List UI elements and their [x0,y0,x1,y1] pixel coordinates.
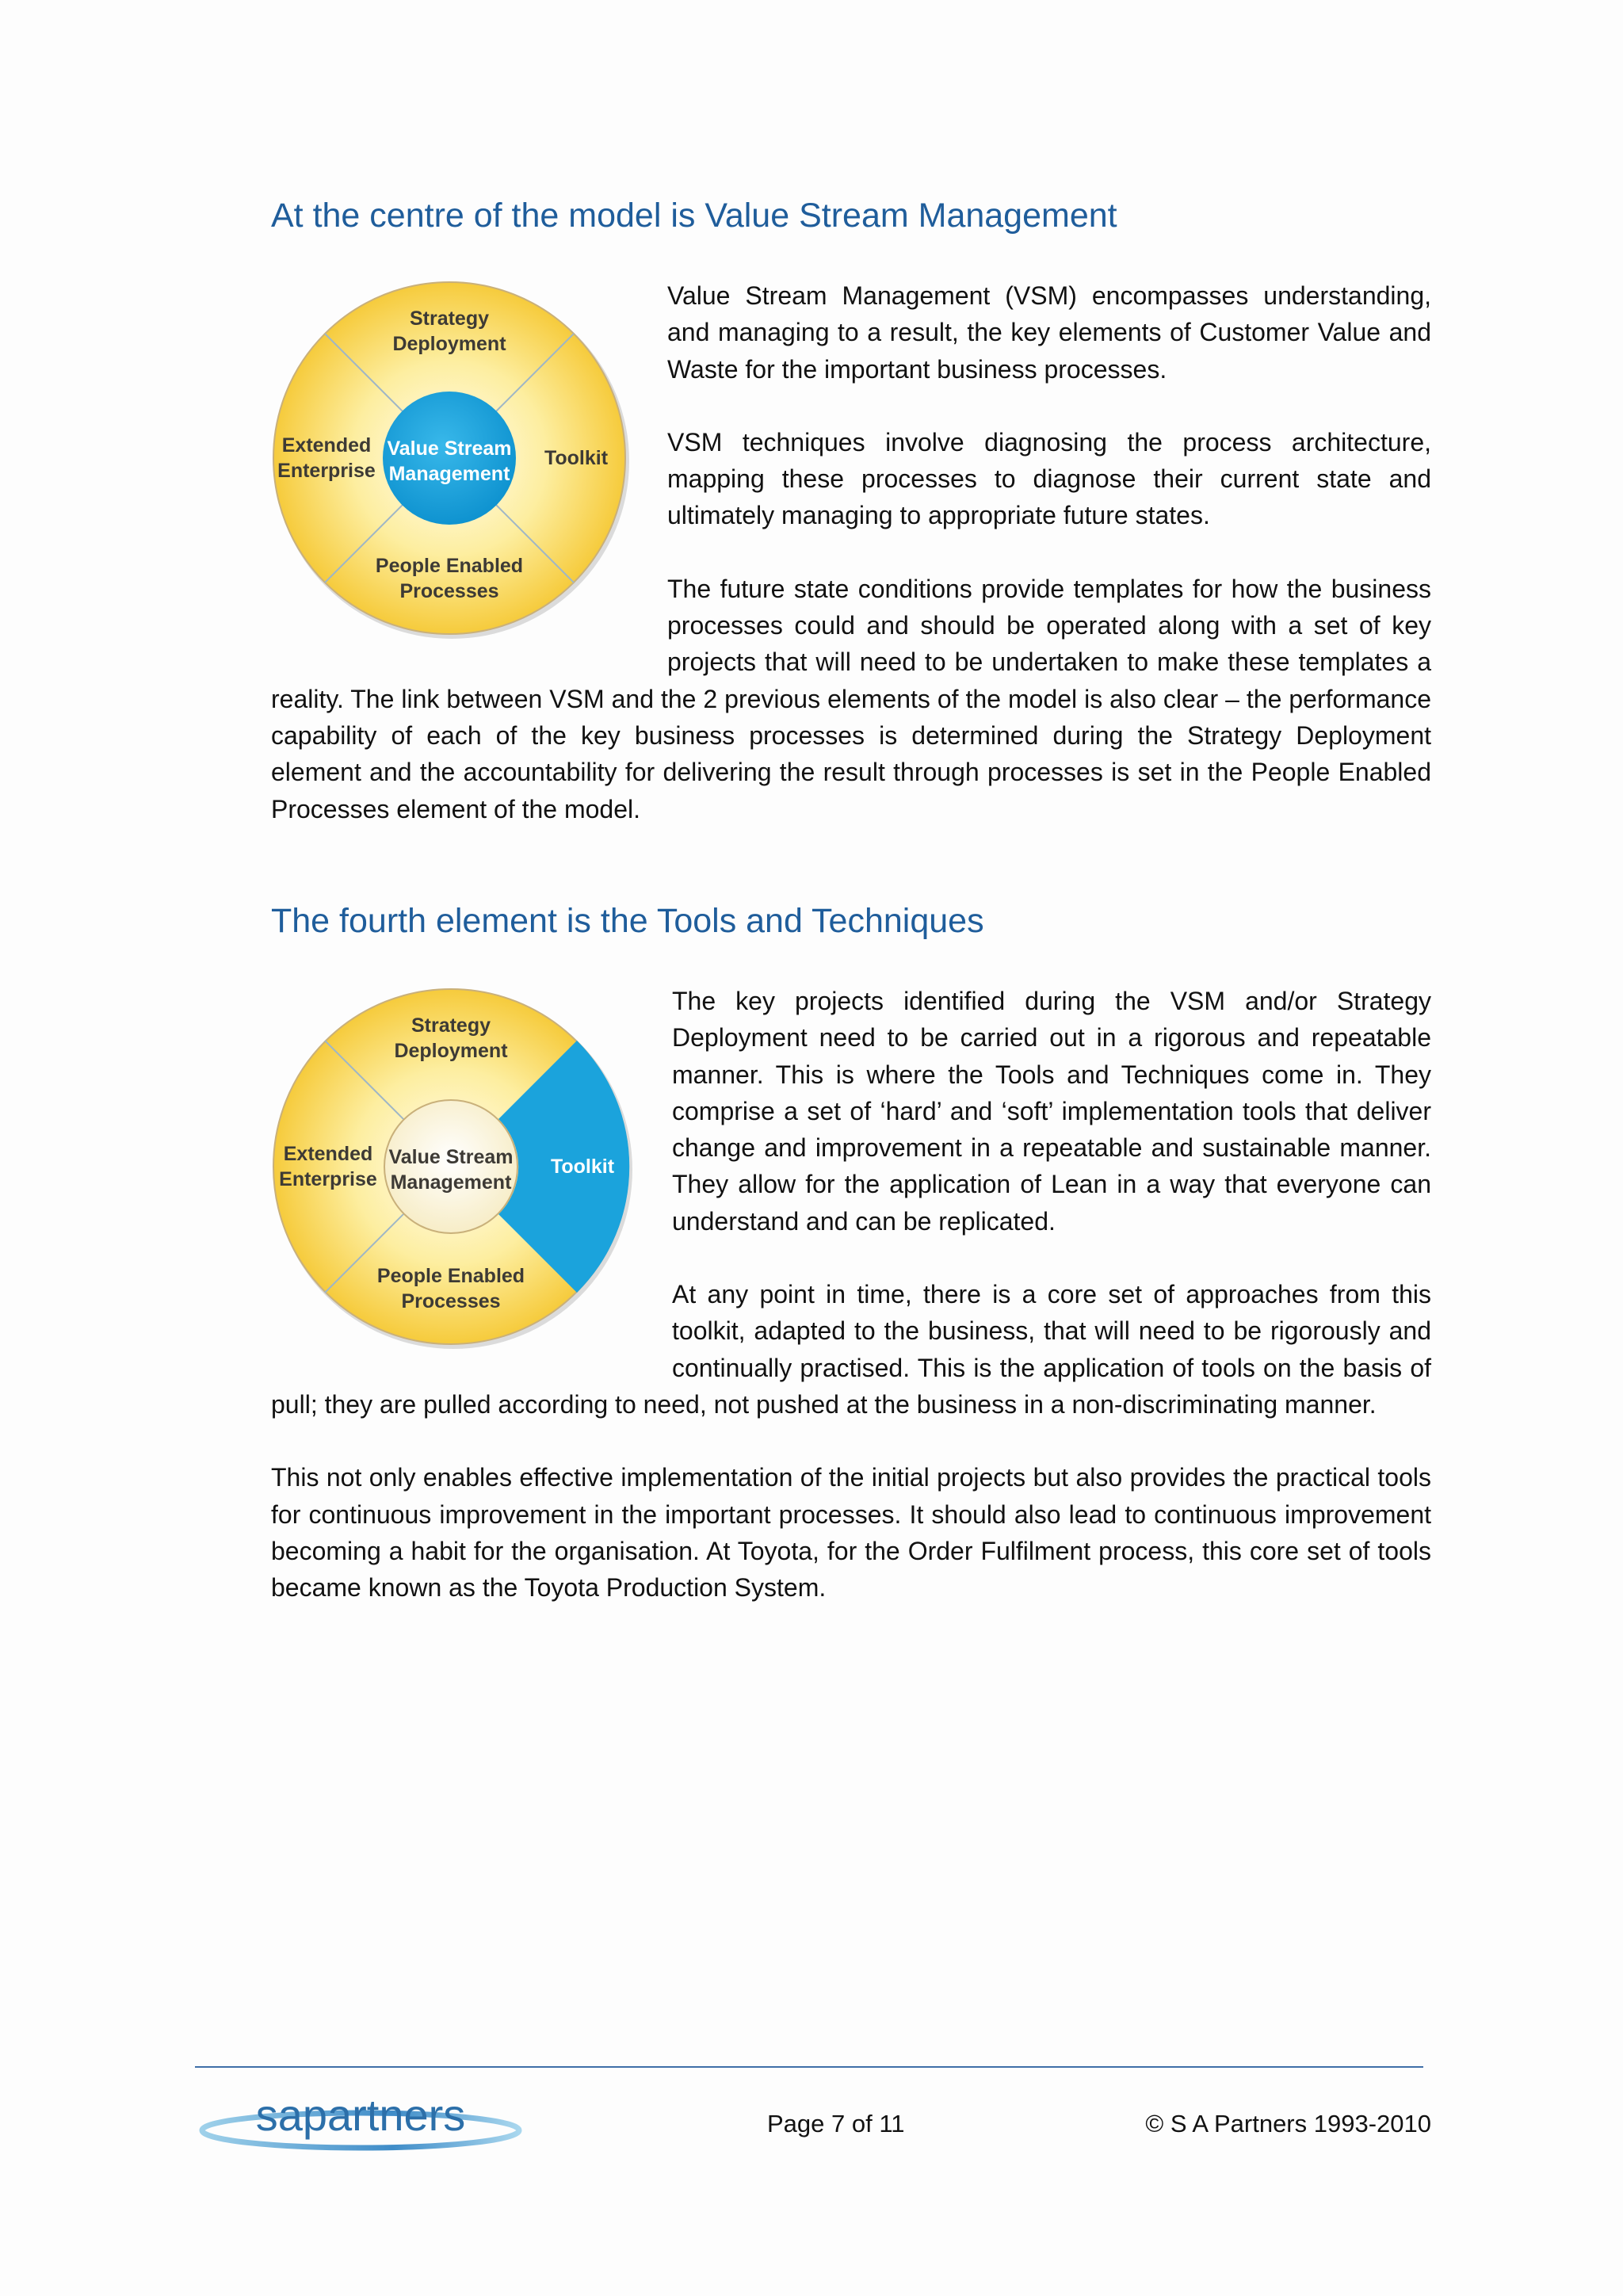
copyright-notice: © S A Partners 1993-2010 [1145,2110,1431,2137]
page-number: Page 7 of 11 [767,2110,905,2137]
toolkit-wheel-diagram [271,983,672,1355]
label-strategy-line2: Deployment [394,1040,508,1062]
label-extended-line1: Extended [283,1143,373,1165]
label-vsm-line1: Value Stream [387,437,512,460]
section-vsm [271,277,1431,827]
sapartners-logo [198,2084,523,2156]
vsm-wheel-diagram [271,277,667,650]
label-vsm-line2: Management [388,463,510,485]
logo-wordmark: sapartners [255,2090,466,2140]
paragraph: At any point in time, there is a core set of approaches from this toolkit, adapted to the business, that will need to be rigorously and continually practised. This is the application of tools on the basis of pull; they are pulled according to need, not pushed at the business in a non-discriminating manner. [271,1280,1431,1419]
footer-divider [195,2066,1423,2068]
section-tools [271,983,1431,1606]
label-toolkit: Toolkit [550,1156,615,1178]
wheel-svg-toolkit [271,983,643,1355]
label-strategy-line1: Strategy [411,1014,491,1037]
paragraph: The future state conditions provide templates for how the business processes could and should be operated along with a set of key projects that will need to be undertaken to make these templates a reality. The link between VSM and the 2 previous elements of the model is also clear – the performance capability of each of the key business processes is determined during the Strategy Deployment element and the accountability for delivering the result through processes is set in the People Enabled Processes element of the model. [271,574,1431,823]
label-vsm-line1: Value Stream [388,1146,514,1168]
paragraph: The key projects identified during the VSM and/or Strategy Deployment need to be carried out in a rigorous and repeatable manner. This is where the Tools and Techniques come in. They comprise a set of ‘hard’ and ‘soft’ implementation tools that deliver change and improvement in a repeatable and sustainable manner. They allow for the application of Lean in a way that everyone can understand and can be replicated. [672,987,1431,1236]
label-people-line1: People Enabled [375,555,524,577]
label-strategy-line1: Strategy [409,308,490,330]
wheel-svg-vsm [271,277,636,642]
section-heading-tools: The fourth element is the Tools and Techniques [271,902,984,940]
label-people-line1: People Enabled [376,1265,525,1287]
label-extended-line1: Extended [281,434,372,457]
label-strategy-line2: Deployment [392,333,506,355]
paragraph: This not only enables effective implementation of the initial projects but also provides the practical tools for continuous improvement in the important processes. It should also lead to continuous improvement becoming a habit for the organisation. At Toyota, for the Order Fulfilment process, this core set of tools became known as the Toyota Production System. [271,1463,1431,1603]
paragraph: VSM techniques involve diagnosing the process architecture, mapping these processes to diagnose their current state and ultimately managing to appropriate future states. [667,427,1431,530]
label-extended-line2: Enterprise [279,1168,377,1190]
section-heading-vsm: At the centre of the model is Value Stream Management [271,197,1117,235]
label-people-line2: Processes [399,580,499,602]
label-toolkit: Toolkit [544,447,609,469]
paragraph: Value Stream Management (VSM) encompasses understanding, and managing to a result, the key elements of Customer Value and Waste for the important business processes. [667,281,1431,384]
label-extended-line2: Enterprise [277,460,376,482]
label-vsm-line2: Management [390,1171,512,1194]
label-people-line2: Processes [401,1290,501,1312]
